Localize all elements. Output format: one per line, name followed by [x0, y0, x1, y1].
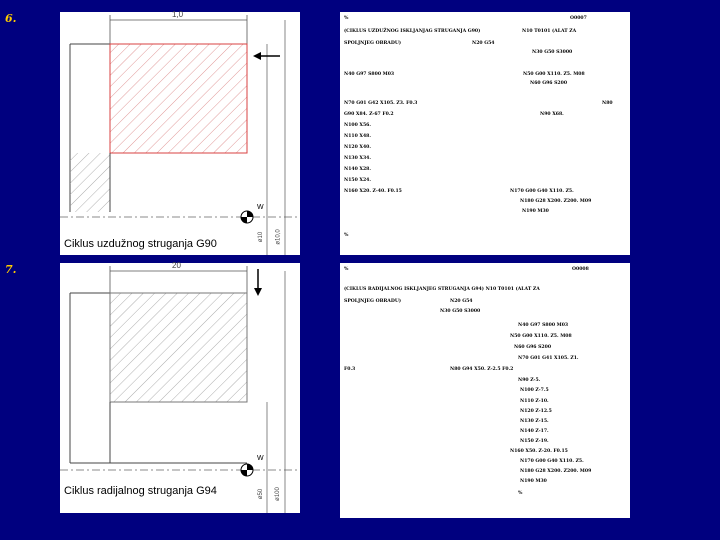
- g90-dim-top: 1,0: [172, 10, 184, 19]
- program-line-text: N90 Z-5.: [518, 378, 541, 383]
- program-line-text: %: [344, 233, 349, 238]
- program-line-text: (CIKLUS UZDUŽNOG ISKLJANJAG STRUGANJA G90): [344, 29, 481, 34]
- program-g94: [340, 263, 630, 518]
- program-line-text: N110 X48.: [344, 134, 371, 139]
- program-line-text: N190 M30: [520, 479, 547, 484]
- hatched-stock-region: [110, 44, 247, 153]
- program-line-text: (CIKLUS RADIJALNOG ISKLJANJEG STRUGANJA G94) N10 T0101 (ALAT ZA: [344, 287, 540, 292]
- program-line-text: N70 G01 G42 X105. Z3. F0.3: [344, 101, 418, 106]
- program-line-text: N190 M30: [522, 209, 549, 214]
- program-line-text: N110 Z-10.: [520, 399, 549, 404]
- program-line-text: N90 X68.: [540, 112, 564, 117]
- program-line-text: N150 Z-19.: [520, 439, 549, 444]
- program-line-text: N180 G28 X200. Z200. M09: [520, 469, 592, 474]
- g90-caption: Ciklus uzdužnog struganja G90: [64, 238, 217, 250]
- hatched-stock-region: [110, 293, 247, 402]
- program-line-text: N130 Z-15.: [520, 419, 549, 424]
- program-line-text: %: [344, 16, 349, 21]
- program-line-text: SPOLJNJEG OBRADU): [344, 299, 402, 304]
- g90-dim-right-1: ø10: [258, 231, 265, 243]
- program-line-text: N140 Z-17.: [520, 429, 549, 434]
- program-line-text: N100 Z-7.5: [520, 388, 549, 393]
- program-line-text: O0007: [570, 16, 587, 21]
- program-line-text: N150 X24.: [344, 178, 371, 183]
- program-line-text: N50 G00 X110. Z5. M08: [523, 72, 585, 77]
- program-line-text: N130 X34.: [344, 156, 371, 161]
- program-g90: [340, 12, 630, 255]
- program-line-text: N40 G97 S800 M03: [344, 72, 395, 77]
- program-line-text: N40 G97 S800 M03: [518, 323, 569, 328]
- g90-dim-right-2: ø10,0: [275, 229, 282, 245]
- program-line-text: N20 G54: [450, 299, 473, 304]
- g94-drawing-svg: [60, 263, 300, 513]
- program-line-text: N80: [602, 101, 613, 106]
- program-line-text: F0.3: [344, 367, 356, 372]
- program-line-text: N20 G54: [472, 41, 495, 46]
- g94-dim-right-1: ø50: [258, 488, 265, 500]
- program-line-text: %: [518, 491, 523, 496]
- program-line-text: N70 G01 G41 X105. Z1.: [518, 356, 579, 361]
- drawing-g90: [60, 12, 300, 255]
- program-line-text: N60 G96 S200: [530, 81, 568, 86]
- program-line-text: %: [344, 267, 349, 272]
- program-line-text: N80 G94 X50. Z-2.5 F0.2: [450, 367, 514, 372]
- program-line-text: SPOLJNJEG OBRADU): [344, 41, 402, 46]
- g90-zero-label: W: [257, 204, 264, 211]
- g94-dim-right-2: ø100: [274, 487, 281, 501]
- program-line-text: N120 Z-12.5: [520, 409, 552, 414]
- program-line-text: N100 X56.: [344, 123, 371, 128]
- section-6-number: 6.: [5, 12, 17, 25]
- g94-caption: Ciklus radijalnog struganja G94: [64, 485, 217, 497]
- program-line-text: N50 G00 X110. Z5. M08: [510, 334, 572, 339]
- drawing-g94: [60, 263, 300, 513]
- program-line-text: N120 X40.: [344, 145, 371, 150]
- program-line-text: N180 G28 X200. Z200. M09: [520, 199, 592, 204]
- program-line-text: N170 G00 G40 X110. Z5.: [520, 459, 584, 464]
- program-line-text: N10 T0101 (ALAT ZA: [522, 29, 577, 34]
- section-7-number: 7.: [5, 263, 17, 276]
- program-line-text: N140 X28.: [344, 167, 371, 172]
- g94-dim-top: 20: [172, 261, 181, 270]
- program-line-text: O0008: [572, 267, 589, 272]
- program-line-text: N170 G00 G40 X110. Z5.: [510, 189, 574, 194]
- g90-drawing-svg: [60, 12, 300, 255]
- program-line-text: N160 X20. Z-40. F0.15: [344, 189, 402, 194]
- program-line-text: G90 X84. Z-67 F0.2: [344, 112, 394, 117]
- g94-zero-label: W: [257, 455, 264, 462]
- program-line-text: N30 G50 S3000: [440, 309, 481, 314]
- program-line-text: N30 G50 S3000: [532, 50, 573, 55]
- program-line-text: N60 G96 S200: [514, 345, 552, 350]
- program-line-text: N160 X50. Z-20. F0.15: [510, 449, 568, 454]
